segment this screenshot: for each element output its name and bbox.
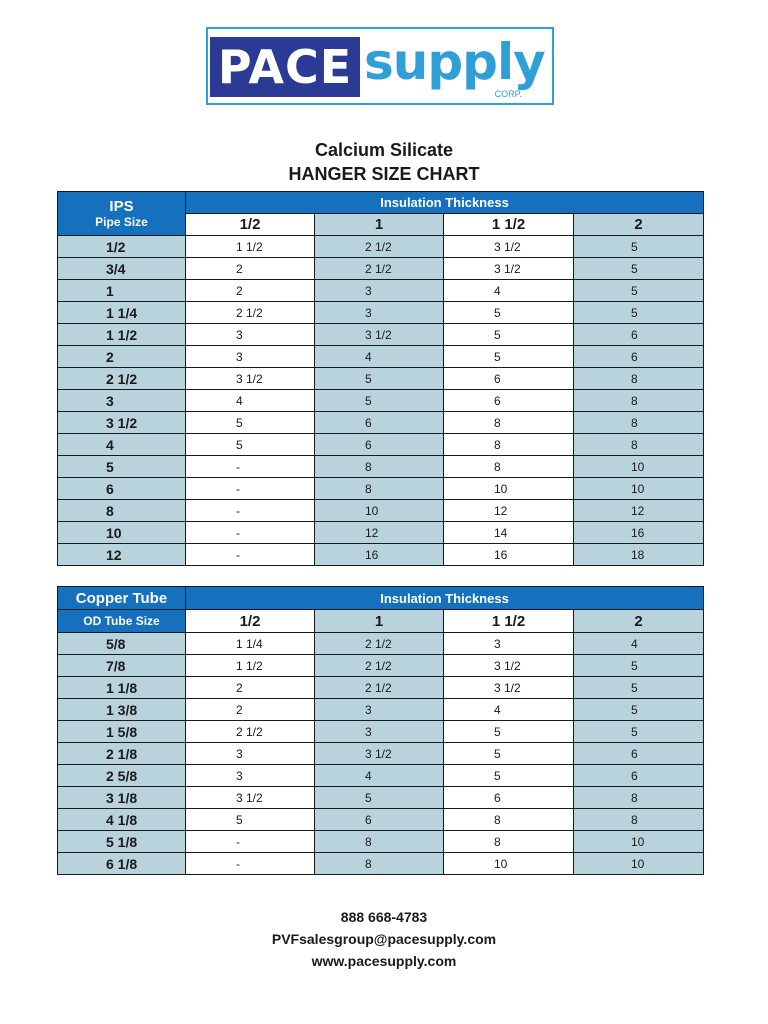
ips-hanger-size-cell: 6	[574, 346, 704, 368]
table-row	[58, 633, 704, 655]
copper-hanger-size-cell: 8	[444, 831, 574, 853]
ips-insulation-thickness-header: Insulation Thickness	[186, 192, 704, 214]
copper-hanger-size-cell: -	[186, 831, 315, 853]
ips-hanger-size-cell: 5	[315, 390, 444, 412]
od-tube-size-label: OD Tube Size	[83, 614, 160, 628]
copper-hanger-size-cell: 1 1/4	[186, 633, 315, 655]
copper-hanger-size-cell: 1 1/2	[186, 655, 315, 677]
ips-thickness-header: 1/2	[186, 214, 315, 236]
copper-hanger-size-cell: 3	[186, 743, 315, 765]
logo-corp-text: CORP.	[494, 89, 522, 99]
copper-thickness-header: 1	[315, 610, 444, 633]
ips-hanger-size-cell: -	[186, 500, 315, 522]
ips-hanger-size-cell: 2 1/2	[186, 302, 315, 324]
table-row	[58, 434, 704, 456]
ips-hanger-size-cell: 2 1/2	[315, 258, 444, 280]
ips-size-label: 3 1/2	[58, 412, 186, 434]
copper-hanger-size-cell: 2 1/2	[186, 721, 315, 743]
copper-size-label: 1 5/8	[58, 721, 186, 743]
table-row	[58, 412, 704, 434]
table-row	[58, 302, 704, 324]
copper-hanger-size-cell: 5	[574, 699, 704, 721]
copper-size-label: 5/8	[58, 633, 186, 655]
ips-hanger-size-cell: 5	[186, 412, 315, 434]
table-row	[58, 831, 704, 853]
footer-phone: 888 668-4783	[340, 909, 428, 925]
ips-hanger-size-cell: 8	[315, 478, 444, 500]
table-row	[58, 544, 704, 566]
table-row	[58, 368, 704, 390]
copper-insulation-thickness-header: Insulation Thickness	[186, 587, 704, 610]
footer-contact	[0, 906, 768, 972]
page-title: Calcium Silicate	[314, 140, 454, 160]
ips-size-label: 12	[58, 544, 186, 566]
table-row	[58, 721, 704, 743]
ips-size-label: 1	[58, 280, 186, 302]
copper-hanger-size-cell: 4	[444, 699, 574, 721]
copper-size-label: 2 1/8	[58, 743, 186, 765]
copper-hanger-size-cell: 6	[315, 809, 444, 831]
ips-hanger-size-cell: 12	[574, 500, 704, 522]
table-row	[58, 456, 704, 478]
ips-thickness-header: 1	[315, 214, 444, 236]
ips-hanger-size-cell: 10	[574, 478, 704, 500]
ips-size-label: 6	[58, 478, 186, 500]
copper-hanger-size-cell: 8	[444, 809, 574, 831]
ips-hanger-size-cell: 10	[315, 500, 444, 522]
copper-hanger-size-cell: 8	[574, 809, 704, 831]
ips-hanger-size-cell: 16	[315, 544, 444, 566]
copper-hanger-size-cell: 2 1/2	[315, 633, 444, 655]
copper-hanger-size-cell: 4	[574, 633, 704, 655]
ips-hanger-size-cell: 6	[444, 368, 574, 390]
ips-hanger-size-cell: 5	[444, 346, 574, 368]
footer-email[interactable]: PVFsalesgroup@pacesupply.com	[271, 931, 497, 947]
ips-hanger-size-cell: 3	[186, 346, 315, 368]
copper-hanger-size-cell: 4	[315, 765, 444, 787]
ips-hanger-size-cell: 3	[315, 280, 444, 302]
copper-hanger-size-cell: 3	[315, 721, 444, 743]
page-subtitle: HANGER SIZE CHART	[288, 164, 480, 184]
copper-hanger-size-cell: 8	[315, 831, 444, 853]
ips-size-label: 2 1/2	[58, 368, 186, 390]
copper-hanger-size-cell: 5	[574, 655, 704, 677]
ips-hanger-size-cell: 16	[444, 544, 574, 566]
ips-hanger-size-cell: 12	[444, 500, 574, 522]
copper-hanger-size-cell: 5	[574, 721, 704, 743]
ips-size-label: 10	[58, 522, 186, 544]
copper-hanger-size-cell: 5	[444, 721, 574, 743]
table-row	[58, 522, 704, 544]
ips-header-cell	[58, 192, 186, 236]
ips-hanger-size-cell: 8	[444, 456, 574, 478]
logo-supply-text: supply	[364, 33, 545, 91]
ips-hanger-size-cell: 10	[574, 456, 704, 478]
copper-tube-label: Copper Tube	[75, 589, 168, 607]
copper-hanger-size-cell: 3 1/2	[315, 743, 444, 765]
copper-hanger-size-cell: 8	[315, 853, 444, 875]
ips-size-label: 1/2	[58, 236, 186, 258]
copper-thickness-header: 2	[574, 610, 704, 633]
ips-size-label: 4	[58, 434, 186, 456]
copper-hanger-size-cell: 3	[186, 765, 315, 787]
ips-hanger-size-cell: 4	[444, 280, 574, 302]
ips-hanger-size-cell: -	[186, 522, 315, 544]
ips-hanger-size-cell: 5	[574, 280, 704, 302]
table-row	[58, 853, 704, 875]
copper-hanger-size-cell: 3 1/2	[444, 677, 574, 699]
ips-hanger-size-cell: 6	[444, 390, 574, 412]
ips-hanger-size-cell: 3 1/2	[315, 324, 444, 346]
ips-hanger-size-cell: 5	[444, 324, 574, 346]
ips-hanger-size-cell: 5	[186, 434, 315, 456]
table-row	[58, 280, 704, 302]
ips-hanger-size-cell: 8	[574, 434, 704, 456]
copper-header-cell	[58, 587, 186, 610]
table-row	[58, 346, 704, 368]
ips-hanger-size-cell: 3 1/2	[186, 368, 315, 390]
ips-hanger-size-cell: 5	[574, 236, 704, 258]
ips-hanger-size-cell: 4	[186, 390, 315, 412]
copper-hanger-size-cell: 5	[444, 765, 574, 787]
table-row	[58, 324, 704, 346]
copper-hanger-size-cell: 5	[186, 809, 315, 831]
table-row	[58, 809, 704, 831]
copper-hanger-size-cell: 10	[574, 831, 704, 853]
ips-hanger-size-cell: 16	[574, 522, 704, 544]
ips-size-label: 8	[58, 500, 186, 522]
ips-hanger-size-cell: 8	[574, 412, 704, 434]
table-row	[58, 236, 704, 258]
copper-hanger-table	[57, 586, 704, 875]
ips-label: IPS	[109, 198, 134, 215]
copper-size-label: 6 1/8	[58, 853, 186, 875]
pipe-size-label: Pipe Size	[95, 215, 148, 229]
od-tube-size-cell	[58, 610, 186, 633]
ips-hanger-size-cell: 6	[315, 434, 444, 456]
ips-hanger-size-cell: 3 1/2	[444, 236, 574, 258]
ips-hanger-size-cell: 8	[444, 434, 574, 456]
copper-hanger-size-cell: -	[186, 853, 315, 875]
ips-hanger-size-cell: -	[186, 456, 315, 478]
table-row	[58, 655, 704, 677]
ips-hanger-size-cell: 8	[444, 412, 574, 434]
table-row	[58, 743, 704, 765]
copper-size-label: 1 1/8	[58, 677, 186, 699]
copper-hanger-size-cell: 8	[574, 787, 704, 809]
copper-hanger-size-cell: 10	[444, 853, 574, 875]
ips-size-label: 2	[58, 346, 186, 368]
copper-size-label: 2 5/8	[58, 765, 186, 787]
table-row	[58, 500, 704, 522]
ips-hanger-size-cell: 2	[186, 258, 315, 280]
ips-hanger-size-cell: 12	[315, 522, 444, 544]
copper-hanger-size-cell: 5	[574, 677, 704, 699]
table-row	[58, 787, 704, 809]
copper-hanger-size-cell: 5	[315, 787, 444, 809]
ips-hanger-size-cell: 10	[444, 478, 574, 500]
copper-hanger-size-cell: 6	[444, 787, 574, 809]
table-row	[58, 478, 704, 500]
ips-hanger-size-cell: 2	[186, 280, 315, 302]
copper-size-label: 1 3/8	[58, 699, 186, 721]
copper-hanger-size-cell: 3 1/2	[186, 787, 315, 809]
table-row	[58, 390, 704, 412]
copper-hanger-size-cell: 6	[574, 765, 704, 787]
copper-thickness-header: 1 1/2	[444, 610, 574, 633]
copper-hanger-size-cell: 5	[444, 743, 574, 765]
copper-size-label: 3 1/8	[58, 787, 186, 809]
ips-hanger-size-cell: 5	[444, 302, 574, 324]
ips-size-label: 3	[58, 390, 186, 412]
copper-hanger-size-cell: 2 1/2	[315, 677, 444, 699]
ips-size-label: 1 1/2	[58, 324, 186, 346]
copper-hanger-size-cell: 3	[444, 633, 574, 655]
ips-hanger-size-cell: 1 1/2	[186, 236, 315, 258]
ips-hanger-size-cell: 2 1/2	[315, 236, 444, 258]
copper-size-label: 7/8	[58, 655, 186, 677]
ips-hanger-size-cell: 8	[574, 368, 704, 390]
copper-hanger-size-cell: 3	[315, 699, 444, 721]
copper-size-label: 5 1/8	[58, 831, 186, 853]
company-logo	[206, 27, 554, 105]
table-row	[58, 699, 704, 721]
ips-size-label: 1 1/4	[58, 302, 186, 324]
copper-hanger-size-cell: 10	[574, 853, 704, 875]
ips-hanger-size-cell: 6	[315, 412, 444, 434]
ips-hanger-table	[57, 191, 704, 566]
ips-hanger-size-cell: 5	[315, 368, 444, 390]
ips-hanger-size-cell: 18	[574, 544, 704, 566]
copper-hanger-size-cell: 2 1/2	[315, 655, 444, 677]
copper-hanger-size-cell: 2	[186, 677, 315, 699]
logo-pace-text: PACE	[210, 37, 360, 97]
copper-size-label: 4 1/8	[58, 809, 186, 831]
ips-size-label: 5	[58, 456, 186, 478]
ips-thickness-header: 2	[574, 214, 704, 236]
ips-hanger-size-cell: -	[186, 544, 315, 566]
copper-hanger-size-cell: 6	[574, 743, 704, 765]
copper-thickness-header: 1/2	[186, 610, 315, 633]
ips-hanger-size-cell: 14	[444, 522, 574, 544]
ips-hanger-size-cell: 8	[574, 390, 704, 412]
ips-hanger-size-cell: 8	[315, 456, 444, 478]
ips-thickness-header: 1 1/2	[444, 214, 574, 236]
ips-size-label: 3/4	[58, 258, 186, 280]
ips-hanger-size-cell: 4	[315, 346, 444, 368]
ips-hanger-size-cell: 6	[574, 324, 704, 346]
ips-hanger-size-cell: 3	[315, 302, 444, 324]
copper-hanger-size-cell: 2	[186, 699, 315, 721]
copper-hanger-size-cell: 3 1/2	[444, 655, 574, 677]
ips-hanger-size-cell: -	[186, 478, 315, 500]
footer-website[interactable]: www.pacesupply.com	[311, 953, 457, 969]
ips-hanger-size-cell: 3	[186, 324, 315, 346]
ips-hanger-size-cell: 5	[574, 258, 704, 280]
ips-hanger-size-cell: 5	[574, 302, 704, 324]
table-row	[58, 765, 704, 787]
ips-hanger-size-cell: 3 1/2	[444, 258, 574, 280]
table-row	[58, 677, 704, 699]
table-row	[58, 258, 704, 280]
